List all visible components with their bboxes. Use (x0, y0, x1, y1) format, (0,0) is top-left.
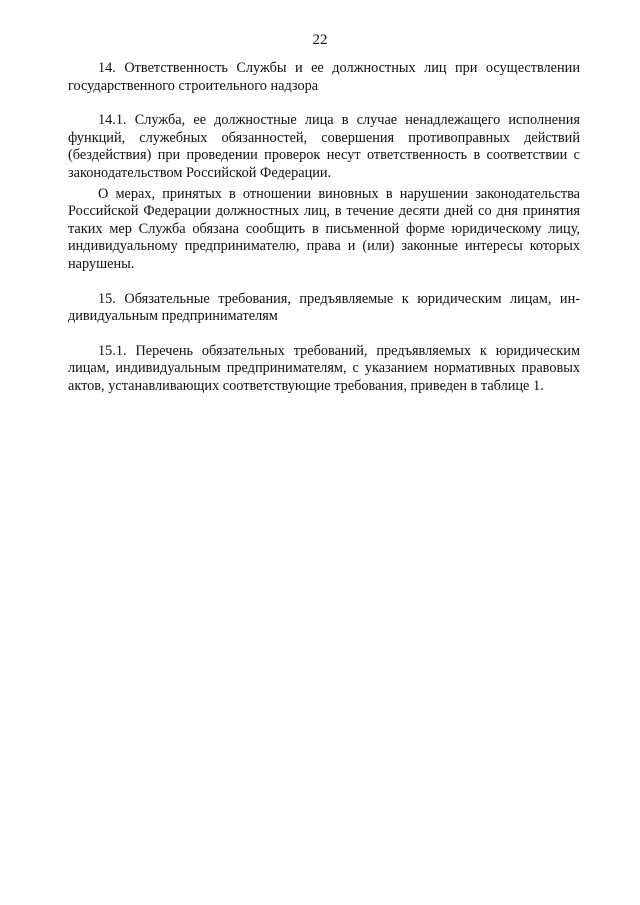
section-14-heading: 14. Ответственность Службы и ее должностных лиц при осуществлении государственного строительного надзора (68, 60, 580, 94)
document-body (68, 60, 580, 396)
paragraph-14-1-measures: О мерах, принятых в отношении виновных в нарушении законодательства Российской Федерации должностных лиц, в течение десяти дней со дня принятия таких мер Служба обязана сообщить в письменной форме юридическому лицу, индивидуальному предпринимателю, права и (или) законные интересы которых нарушены. (68, 185, 580, 272)
section-15-heading: 15. Обязательные требования, предъявляемые к юридическим лицам, индивидуальным предпринимателям (68, 290, 580, 325)
paragraph-14-1: 14.1. Служба, ее должностные лица в случае ненадлежащего исполнения функций, служебных обязанностей, совершения противоправных действий (бездействия) при проведении проверок несут ответственность в соответствии с законодательством Российской Федерации. (68, 112, 580, 181)
page-number: 22 (312, 32, 328, 48)
paragraph-15-1: 15.1. Перечень обязательных требований, предъявляемых к юридическим лицам, индивидуальным предпринимателям, с указанием нормативных правовых актов, устанавливающих соответствующие требования, приведен в таблице 1. (68, 342, 580, 394)
